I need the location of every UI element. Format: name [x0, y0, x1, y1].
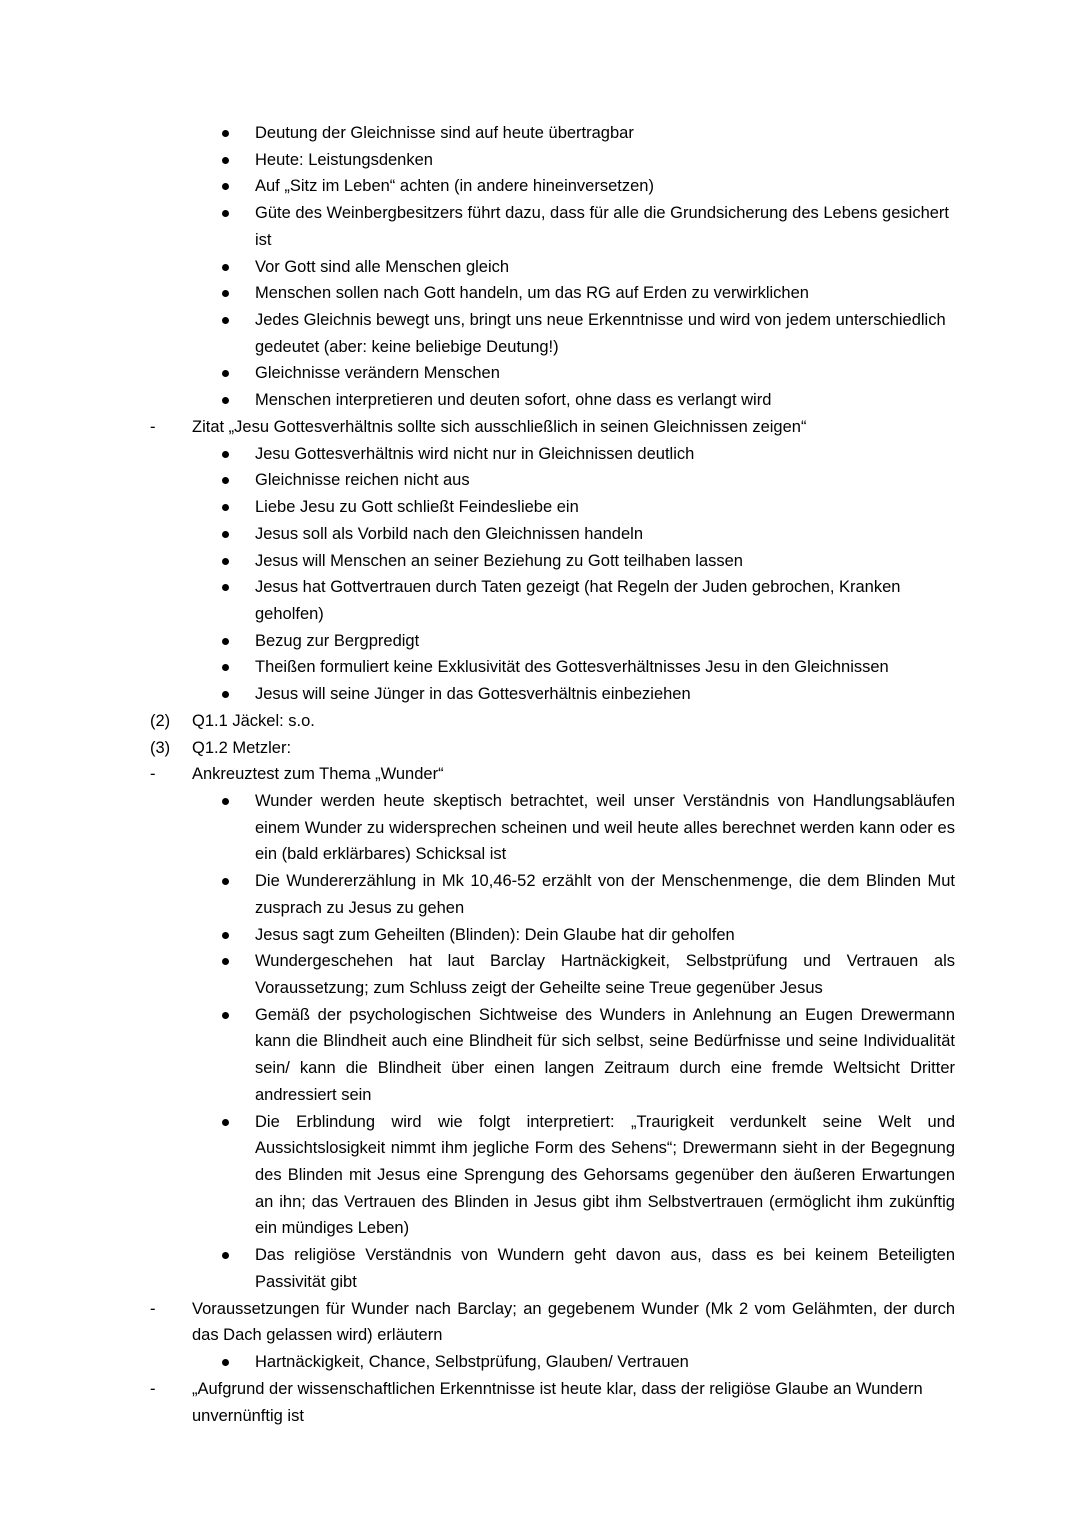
- bullet-dot: [222, 958, 229, 965]
- bullet-icon: [222, 120, 255, 137]
- bullet-icon: [222, 280, 255, 297]
- bullet-dot: [222, 531, 229, 538]
- bullet-icon: [222, 467, 255, 484]
- bullet-dot: [222, 1359, 229, 1366]
- list-item-text: Wundergeschehen hat laut Barclay Hartnäckigkeit, Selbstprüfung und Vertrauen als Voraussetzung; zum Schluss zeigt der Geheilte seine Treue gegenüber Jesus: [255, 952, 955, 997]
- bullet-dot: [222, 932, 229, 939]
- bullet-icon: [222, 147, 255, 164]
- bullet-dot: [222, 477, 229, 484]
- list-item: [150, 120, 955, 147]
- list-item-text: Jesus sagt zum Geheilten (Blinden): Dein Glaube hat dir geholfen: [255, 925, 735, 944]
- bullet-icon: [222, 628, 255, 645]
- bullet-dot: [222, 798, 229, 805]
- bullet-dot: [222, 1012, 229, 1019]
- bullet-dot: [222, 504, 229, 511]
- bullet-dot: [222, 1252, 229, 1259]
- list-item-text: Heute: Leistungsdenken: [255, 150, 433, 169]
- bullet-dot: [222, 1119, 229, 1126]
- list-item-text: Q1.2 Metzler:: [192, 738, 292, 757]
- list-item: [150, 868, 955, 921]
- numbered-item: [150, 735, 955, 762]
- bullet-dot: [222, 183, 229, 190]
- bullet-icon: [222, 548, 255, 565]
- bullet-dot: [222, 638, 229, 645]
- list-item: [150, 307, 955, 360]
- bullet-icon: [222, 1109, 255, 1126]
- list-item: [150, 922, 955, 949]
- bullet-icon: [222, 1349, 255, 1366]
- bullet-dot: [222, 290, 229, 297]
- list-item: [150, 521, 955, 548]
- list-item-text: Ankreuztest zum Thema „Wunder“: [192, 765, 444, 784]
- list-item: [150, 280, 955, 307]
- list-item: [150, 200, 955, 253]
- list-item: [150, 681, 955, 708]
- bullet-dot: [222, 878, 229, 885]
- bullet-icon: [222, 922, 255, 939]
- bullet-icon: [222, 1002, 255, 1019]
- item-number: (3): [150, 738, 171, 757]
- list-item: [150, 628, 955, 655]
- list-item: [150, 1242, 955, 1295]
- bullet-dot: [222, 264, 229, 271]
- list-item: [150, 548, 955, 575]
- list-item-text: Gleichnisse verändern Menschen: [255, 364, 500, 383]
- dash-item: [150, 761, 955, 788]
- list-item-text: Wunder werden heute skeptisch betrachtet, weil unser Verständnis von Handlungsabläufen einem Wunder zu widersprechen scheinen und weil heute alles berechnet werden kann oder es ein (bald erklärbares) Schicksal ist: [255, 791, 955, 864]
- bullet-icon: [222, 494, 255, 511]
- dash-item: [150, 1376, 955, 1429]
- dash-marker: -: [150, 417, 156, 436]
- list-item-text: Gemäß der psychologischen Sichtweise des Wunders in Anlehnung an Eugen Drewermann kann die Blindheit auch eine Blindheit für sich selbst, seine Bedürfnisse und seine Individualität sein/ kann die Blindheit über einen langen Zeitraum durch eine fremde Weltsicht Dritter andressiert sein: [255, 1005, 955, 1104]
- list-item-text: Die Wundererzählung in Mk 10,46-52 erzählt von der Menschenmenge, die dem Blinden Mut zusprach zu Jesus zu gehen: [255, 872, 955, 917]
- list-item-text: Das religiöse Verständnis von Wundern geht davon aus, dass es bei keinem Beteiligten Passivität gibt: [255, 1246, 955, 1291]
- bullet-dot: [222, 157, 229, 164]
- list-item: [150, 788, 955, 868]
- bullet-icon: [222, 173, 255, 190]
- bullet-icon: [222, 441, 255, 458]
- dash-item: [150, 414, 955, 441]
- list-item: [150, 654, 955, 681]
- list-item-text: Deutung der Gleichnisse sind auf heute übertragbar: [255, 124, 634, 142]
- bullet-dot: [222, 210, 229, 217]
- list-item-text: Menschen interpretieren und deuten sofort, ohne dass es verlangt wird: [255, 391, 772, 410]
- list-item-text: Vor Gott sind alle Menschen gleich: [255, 257, 510, 276]
- list-item: [150, 173, 955, 200]
- bullet-dot: [222, 558, 229, 565]
- bullet-dot: [222, 451, 229, 458]
- list-item-text: Voraussetzungen für Wunder nach Barclay; an gegebenem Wunder (Mk 2 vom Gelähmten, der durch das Dach gelassen wird) erläutern: [192, 1299, 955, 1345]
- list-item-text: Liebe Jesu zu Gott schließt Feindesliebe ein: [255, 498, 579, 517]
- list-item: [150, 467, 955, 494]
- list-item: [150, 441, 955, 468]
- list-item-text: Hartnäckigkeit, Chance, Selbstprüfung, Glauben/ Vertrauen: [255, 1353, 689, 1372]
- bullet-dot: [222, 691, 229, 698]
- bullet-icon: [222, 521, 255, 538]
- item-number: (2): [150, 711, 171, 730]
- list-item-text: Theißen formuliert keine Exklusivität des Gottesverhältnisses Jesu in den Gleichnissen: [255, 658, 889, 677]
- document-body: [150, 120, 955, 1429]
- numbered-item: [150, 708, 955, 735]
- list-item: [150, 254, 955, 281]
- bullet-dot: [222, 664, 229, 671]
- list-item: [150, 494, 955, 521]
- list-item-text: Zitat „Jesu Gottesverhältnis sollte sich ausschließlich in seinen Gleichnissen zeigen“: [192, 417, 807, 436]
- dash-marker: -: [150, 1299, 156, 1318]
- bullet-dot: [222, 130, 229, 137]
- list-item: [150, 1349, 955, 1376]
- list-item-text: Bezug zur Bergpredigt: [255, 631, 420, 650]
- bullet-icon: [222, 200, 255, 217]
- list-item-text: Güte des Weinbergbesitzers führt dazu, dass für alle die Grundsicherung des Lebens gesichert ist: [255, 204, 950, 249]
- bullet-dot: [222, 397, 229, 404]
- bullet-dot: [222, 370, 229, 377]
- bullet-icon: [222, 387, 255, 404]
- bullet-icon: [222, 307, 255, 324]
- list-item-text: Jesus will seine Jünger in das Gottesverhältnis einbeziehen: [255, 685, 691, 704]
- list-item-text: Q1.1 Jäckel: s.o.: [192, 711, 315, 730]
- bullet-dot: [222, 317, 229, 324]
- bullet-icon: [222, 1242, 255, 1259]
- dash-marker: -: [150, 1379, 156, 1398]
- dash-item: [150, 1296, 955, 1349]
- bullet-icon: [222, 868, 255, 885]
- list-item-text: „Aufgrund der wissenschaftlichen Erkenntnisse ist heute klar, dass der religiöse Glaube an Wundern unvernünftig ist: [192, 1379, 923, 1425]
- bullet-icon: [222, 654, 255, 671]
- list-item-text: Die Erblindung wird wie folgt interpretiert: „Traurigkeit verdunkelt seine Welt und Aussichtslosigkeit nimmt ihm jegliche Form des Sehens“; Drewermann sieht in der Begegnung des Blinden mit Jesus eine Sprengung des Gehorsams gegenüber den äußeren Erwartungen an ihn; das Vertrauen des Blinden in Jesus gibt ihm Selbstvertrauen (ermöglicht ihm zukünftig ein mündiges Leben): [255, 1112, 955, 1238]
- bullet-icon: [222, 574, 255, 591]
- list-item-text: Jesus soll als Vorbild nach den Gleichnissen handeln: [255, 524, 643, 543]
- list-item-text: Auf „Sitz im Leben“ achten (in andere hineinversetzen): [255, 177, 654, 196]
- list-item: [150, 1002, 955, 1109]
- list-item: [150, 387, 955, 414]
- list-item-text: Gleichnisse reichen nicht aus: [255, 471, 470, 490]
- bullet-icon: [222, 788, 255, 805]
- bullet-icon: [222, 254, 255, 271]
- bullet-icon: [222, 360, 255, 377]
- list-item-text: Menschen sollen nach Gott handeln, um das RG auf Erden zu verwirklichen: [255, 284, 809, 303]
- bullet-icon: [222, 681, 255, 698]
- dash-marker: -: [150, 765, 156, 784]
- list-item: [150, 948, 955, 1001]
- list-item: [150, 360, 955, 387]
- list-item: [150, 574, 955, 627]
- list-item-text: Jedes Gleichnis bewegt uns, bringt uns neue Erkenntnisse und wird von jedem unterschiedlich gedeutet (aber: keine beliebige Deutung!): [255, 311, 946, 356]
- list-item-text: Jesus hat Gottvertrauen durch Taten gezeigt (hat Regeln der Juden gebrochen, Kranken geholfen): [255, 578, 901, 623]
- list-item: [150, 147, 955, 174]
- list-item-text: Jesu Gottesverhältnis wird nicht nur in Gleichnissen deutlich: [255, 444, 695, 463]
- list-item-text: Jesus will Menschen an seiner Beziehung zu Gott teilhaben lassen: [255, 551, 743, 570]
- list-item: [150, 1109, 955, 1243]
- bullet-dot: [222, 584, 229, 591]
- bullet-icon: [222, 948, 255, 965]
